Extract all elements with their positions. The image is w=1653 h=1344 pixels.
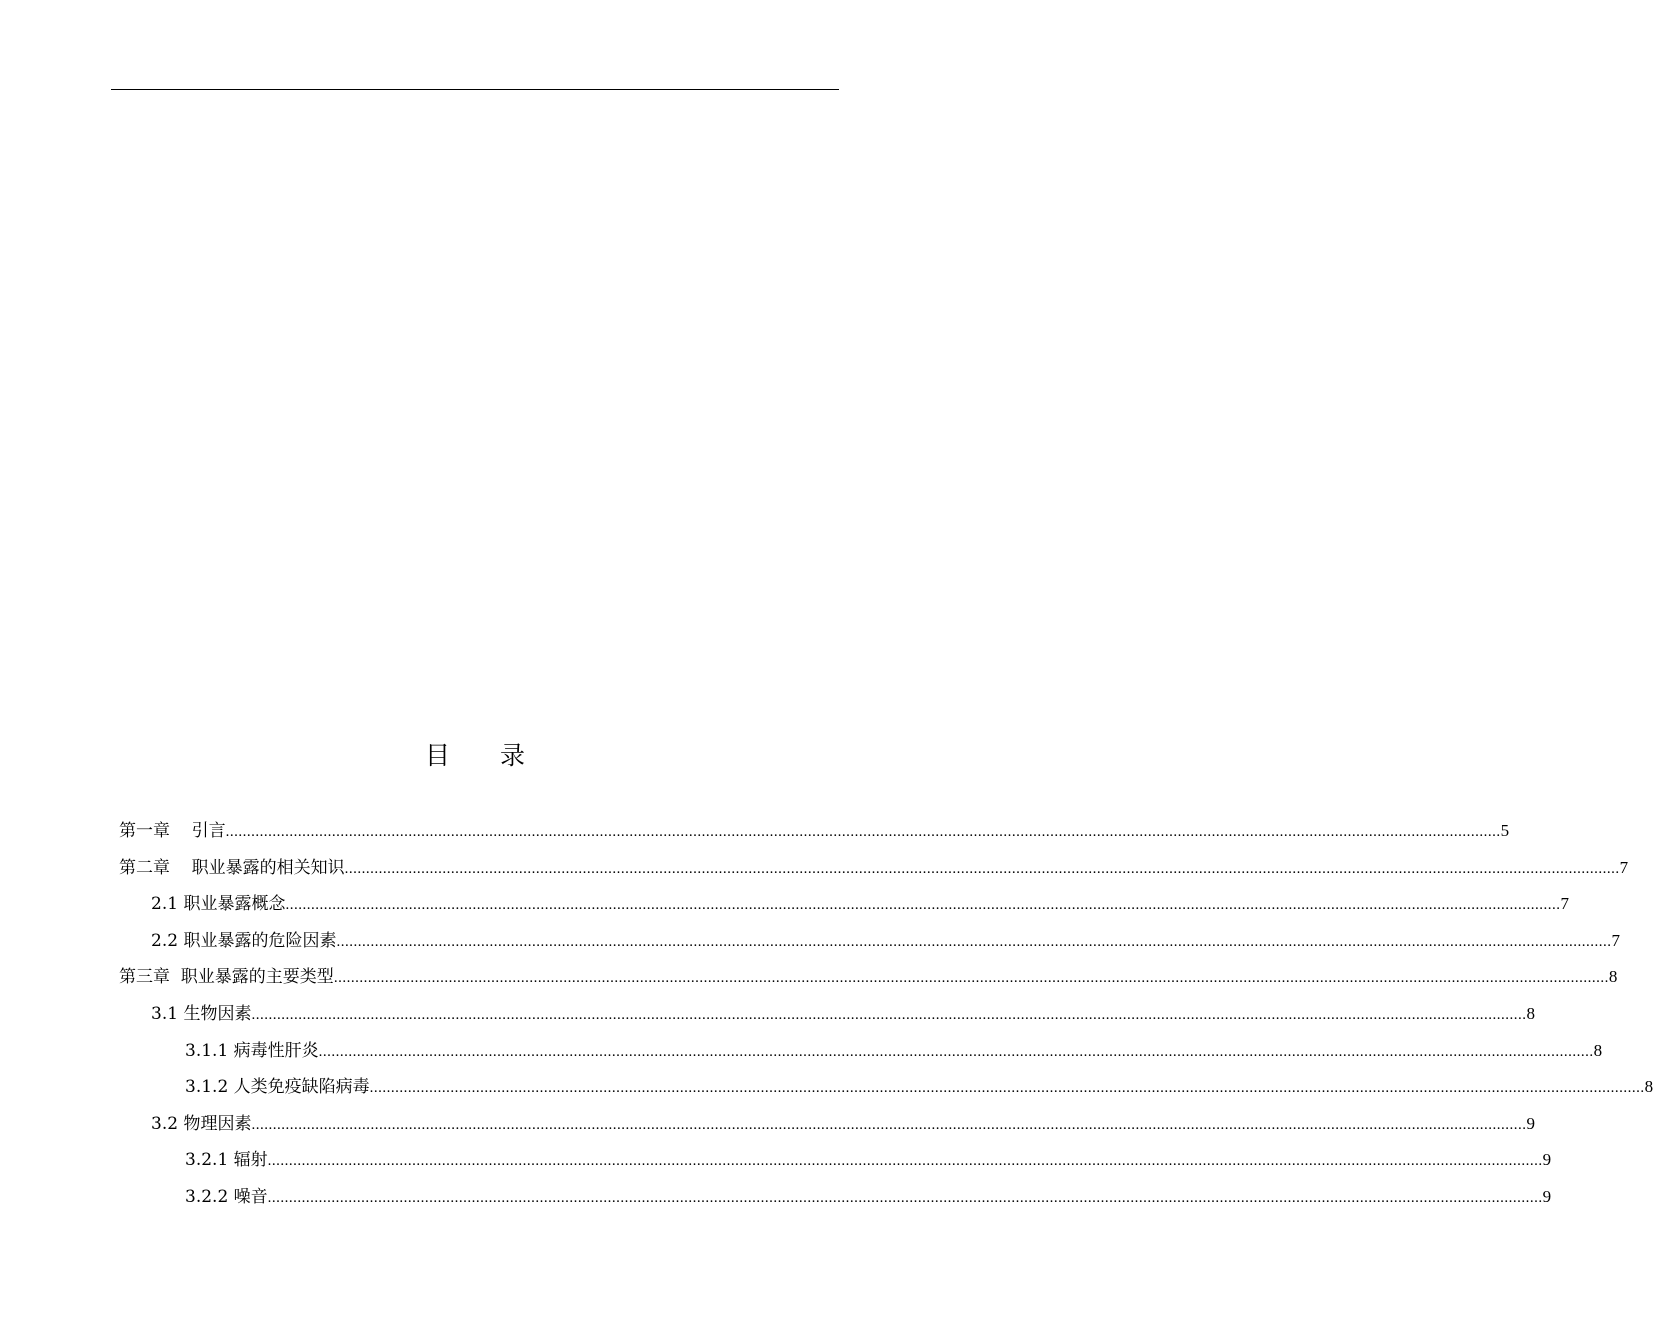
toc-entry-label: 3.2.2 噪音 xyxy=(185,1187,268,1207)
toc-leader: ............................................................................................................................................................................................................................................................................................................ xyxy=(267,1153,1543,1170)
toc-entry-label: 3.1 生物因素 xyxy=(151,1004,252,1024)
toc-entry-label: 3.1.2 人类免疫缺陷病毒 xyxy=(185,1077,370,1098)
toc-leader: ............................................................................................................................................................................................................................................................................................................ xyxy=(285,897,1561,914)
toc-entry-label: 3.1.1 病毒性肝炎 xyxy=(185,1040,319,1061)
toc-entry-label: 2.1 职业暴露概念 xyxy=(151,894,286,915)
toc-leader: ............................................................................................................................................................................................................................................................................................................ xyxy=(267,1190,1543,1206)
toc-entry-page: 7 xyxy=(1619,857,1629,877)
toc-entry[interactable] xyxy=(185,1074,1653,1100)
toc-entry-label: 第二章 职业暴露的相关知识 xyxy=(119,857,345,878)
header-rule xyxy=(111,89,839,90)
toc-leader: ............................................................................................................................................................................................................................................................................................................ xyxy=(336,933,1612,950)
toc-entry-label: 2.2 职业暴露的危险因素 xyxy=(151,930,337,951)
toc-leader: ............................................................................................................................................................................................................................................................................................................ xyxy=(251,1007,1527,1023)
toc-leader: ............................................................................................................................................................................................................................................................................................................ xyxy=(225,824,1501,840)
toc-entry-page: 8 xyxy=(1526,1004,1535,1023)
toc-leader: ............................................................................................................................................................................................................................................................................................................ xyxy=(369,1080,1645,1097)
toc-leader: ............................................................................................................................................................................................................................................................................................................ xyxy=(251,1116,1527,1133)
toc-entry-label: 3.2.1 辐射 xyxy=(185,1150,268,1171)
toc-entry[interactable] xyxy=(151,1001,1535,1027)
toc-entry-page: 7 xyxy=(1560,894,1569,914)
toc-entry[interactable] xyxy=(151,891,1569,917)
toc-entry-page: 8 xyxy=(1608,967,1618,987)
toc-entry-page: 9 xyxy=(1542,1187,1552,1206)
toc-leader: ............................................................................................................................................................................................................................................................................................................ xyxy=(318,1043,1594,1060)
toc-entry-page: 5 xyxy=(1500,821,1510,840)
toc-leader: ............................................................................................................................................................................................................................................................................................................ xyxy=(333,970,1609,987)
toc-entry-page: 9 xyxy=(1526,1113,1535,1133)
toc-entry-page: 8 xyxy=(1644,1077,1653,1097)
toc-entry[interactable] xyxy=(119,818,1510,844)
toc-entry-page: 9 xyxy=(1542,1150,1552,1170)
toc-entry[interactable] xyxy=(185,1038,1603,1064)
toc-entry[interactable] xyxy=(185,1184,1552,1210)
toc-entry[interactable] xyxy=(151,928,1620,954)
toc-entry-page: 7 xyxy=(1611,930,1620,950)
toc-entry[interactable] xyxy=(119,964,1618,990)
toc-entry-page: 8 xyxy=(1593,1040,1603,1060)
toc-entry-label: 第三章 职业暴露的主要类型 xyxy=(119,967,334,988)
toc-entry[interactable] xyxy=(151,1111,1535,1137)
toc-entry-label: 第一章 引言 xyxy=(119,821,226,841)
toc-entry[interactable] xyxy=(185,1147,1552,1173)
toc-title: 目录 xyxy=(424,741,575,770)
toc-leader: ............................................................................................................................................................................................................................................................................................................ xyxy=(344,860,1620,877)
toc-entry[interactable] xyxy=(119,855,1629,881)
toc-entry-label: 3.2 物理因素 xyxy=(151,1113,252,1134)
